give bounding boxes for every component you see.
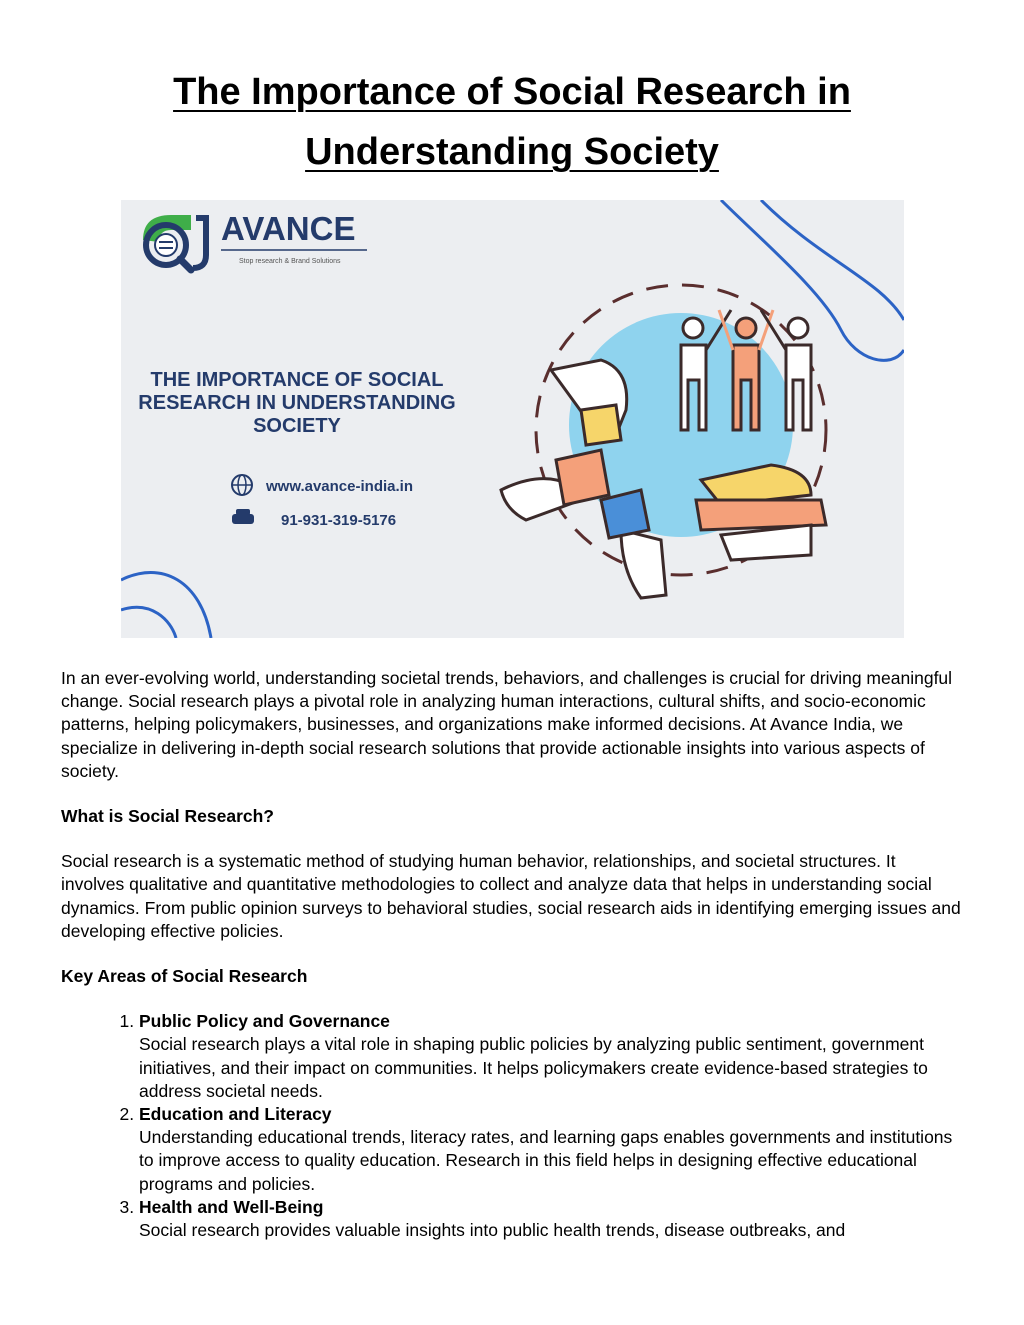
list-item [139,1103,961,1196]
section-heading-key-areas: Key Areas of Social Research [61,966,308,987]
list-item [139,1196,961,1242]
section-heading-what-is: What is Social Research? [61,806,274,827]
banner-headline-line-1: THE IMPORTANCE OF SOCIAL [150,369,444,391]
banner-phone: 91-931-319-5176 [281,512,397,529]
magnifier-logo-icon [143,215,206,270]
title-line-2: Understanding Society [305,131,719,173]
brand-name: AVANCE [221,210,356,247]
article-body [61,667,961,1242]
decorative-curve [121,572,211,638]
list-item-title: 1. Public Policy and Governance [139,1011,390,1032]
document-title [0,62,1024,182]
list-item-title: 3. Health and Well-Being [139,1196,324,1217]
banner-image [121,200,904,638]
intro-paragraph: In an ever-evolving world, understanding societal trends, behaviors, and challenges is crucial for driving meaningful change. Social research plays a pivotal role in analyzing human interactions, cultural shifts, and socio-economic patterns, helping policymakers, businesses, and organizations make informed decisions. At Avance India, we specialize in delivering in-depth social research solutions that provide actionable insights into various aspects of society. [61,668,953,781]
banner-headline-line-2: RESEARCH IN UNDERSTANDING [138,392,456,414]
hands-puzzle-illustration [501,285,826,598]
list-item-description: Understanding educational trends, literacy rates, and learning gaps enables governments and institutions to improve access to quality education. Research in this field helps in designing effective educational programs and policies. [139,1127,953,1194]
title-line-1: The Importance of Social Research in [173,71,851,113]
globe-icon [232,475,252,495]
banner-website: www.avance-india.in [266,478,413,495]
list-item-description: Social research provides valuable insights into public health trends, disease outbreaks, and [139,1220,846,1241]
brand-tagline: Stop research & Brand Solutions [239,258,341,265]
key-areas-list [61,1010,961,1242]
list-item-description: Social research plays a vital role in shaping public policies by analyzing public sentiment, government initiatives, and their impact on communities. It helps policymakers create evidence-based strategies to address societal needs. [139,1034,928,1101]
banner-headline-line-3: SOCIETY [253,415,341,437]
definition-paragraph: Social research is a systematic method of studying human behavior, relationships, and societal structures. It involves qualitative and quantitative methodologies to collect and analyze data that helps in understanding social dynamics. From public opinion surveys to behavioral studies, social research aids in identifying emerging issues and developing effective policies. [61,851,961,941]
decorative-curve [121,607,176,638]
list-item [139,1010,961,1103]
list-item-title: 2. Education and Literacy [139,1104,332,1125]
phone-icon [232,509,254,524]
